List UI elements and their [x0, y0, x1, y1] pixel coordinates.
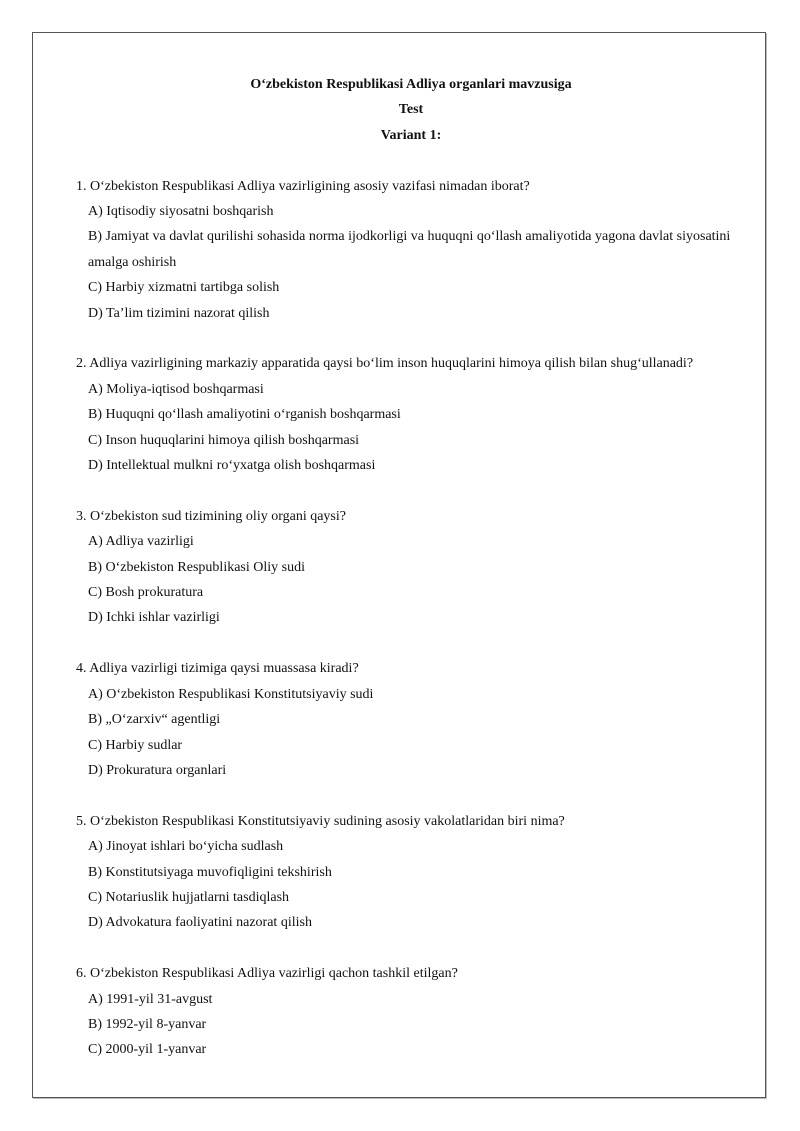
answer-option-c: C) Notariuslik hujjatlarni tasdiqlash	[88, 889, 290, 905]
answer-option-d: D) Prokuratura organlari	[88, 762, 227, 778]
question-text: 3. O‘zbekiston sud tizimining oliy organi qaysi?	[76, 508, 346, 524]
answer-option-b	[76, 224, 746, 275]
answer-option-a: A) Jinoyat ishlari bo‘yicha sudlash	[88, 839, 284, 855]
answer-option-b: B) Huquqni qo‘llash amaliyotini o‘rganish boshqarmasi	[88, 407, 401, 423]
question-text: 5. O‘zbekiston Respublikasi Konstitutsiyaviy sudining asosiy vakolatlaridan biri nima?	[76, 813, 565, 829]
answer-option-a: A) O‘zbekiston Respublikasi Konstitutsiyaviy sudi	[88, 686, 374, 702]
question-5	[76, 809, 746, 936]
document-body	[76, 72, 746, 1063]
answer-option-b: B) Konstitutsiyaga muvofiqligini tekshirish	[88, 864, 332, 880]
question-6	[76, 961, 746, 1063]
answer-option-d: D) Intellektual mulkni ro‘yxatga olish boshqarmasi	[88, 458, 376, 474]
answer-option-b: B) „O‘zarxiv“ agentligi	[88, 712, 221, 728]
question-2	[76, 351, 746, 478]
answer-option-b: B) O‘zbekiston Respublikasi Oliy sudi	[88, 559, 305, 575]
document-title: O‘zbekiston Respublikasi Adliya organlari mavzusiga	[250, 77, 572, 92]
question-1	[76, 174, 746, 326]
answer-option-c: C) Harbiy xizmatni tartibga solish	[88, 280, 280, 296]
answer-option-c: C) Harbiy sudlar	[88, 737, 183, 753]
answer-option-d: D) Ichki ishlar vazirligi	[88, 610, 220, 626]
answer-option-a: A) 1991-yil 31-avgust	[88, 991, 213, 1007]
answer-option-c: C) Inson huquqlarini himoya qilish boshqarmasi	[88, 432, 360, 448]
answer-option-c: C) Bosh prokuratura	[88, 585, 204, 601]
answer-option-b: B) 1992-yil 8-yanvar	[88, 1016, 207, 1032]
question-text: 4. Adliya vazirligi tizimiga qaysi muassasa kiradi?	[76, 661, 359, 677]
answer-option-a: A) Iqtisodiy siyosatni boshqarish	[88, 204, 274, 220]
document-subtitle: Test	[398, 102, 424, 118]
answer-option-d: D) Ta’lim tizimini nazorat qilish	[88, 305, 270, 321]
question-4	[76, 656, 746, 783]
answer-option-d: D) Advokatura faoliyatini nazorat qilish	[88, 915, 312, 931]
answer-option-a: A) Adliya vazirligi	[88, 534, 194, 550]
question-3	[76, 504, 746, 631]
variant-label: Variant 1:	[380, 127, 442, 143]
answer-option-a: A) Moliya-iqtisod boshqarmasi	[88, 381, 264, 397]
question-text: 1. O‘zbekiston Respublikasi Adliya vazirligining asosiy vazifasi nimadan iborat?	[76, 178, 530, 194]
question-text: 6. O‘zbekiston Respublikasi Adliya vazirligi qachon tashkil etilgan?	[76, 966, 458, 982]
question-text: 2. Adliya vazirligining markaziy apparatida qaysi bo‘lim inson huquqlarini himoya qilish bilan shug‘ullanadi?	[76, 356, 694, 372]
answer-option-b-text: B) Jamiyat va davlat qurilishi sohasida norma ijodkorligi va huquqni qo‘llash amaliyotida yagona davlat siyosatini amalga oshirish	[88, 229, 731, 270]
answer-option-c: C) 2000-yil 1-yanvar	[88, 1042, 207, 1058]
